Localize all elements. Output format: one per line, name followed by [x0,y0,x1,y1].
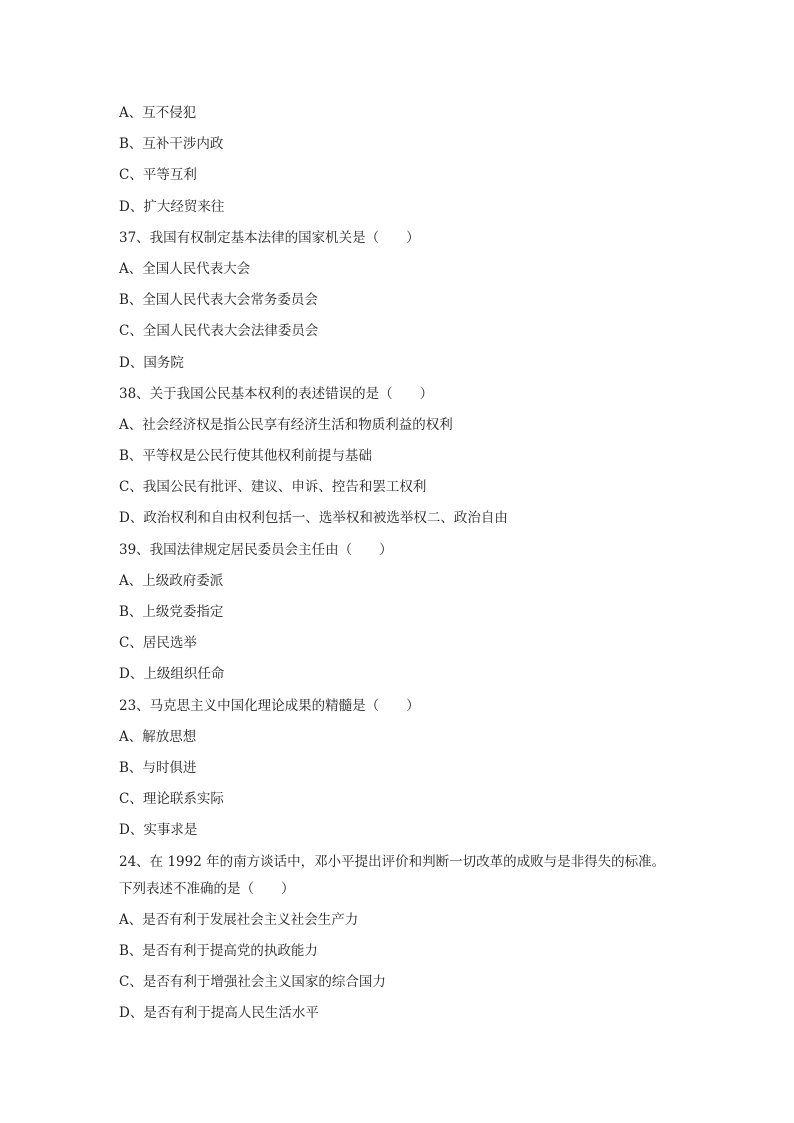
option-d: D、政治权利和自由权利包括一、选举权和被选举权二、政治自由 [119,510,508,527]
option-b: B、互补干涉内政 [119,136,224,153]
question-block [119,695,679,851]
option-c: C、平等互利 [119,167,197,184]
option-d: D、上级组织任命 [119,666,225,683]
question-stem: 37、我国有权制定基本法律的国家机关是（ ） [119,229,420,246]
question-block [119,383,679,539]
option-d: D、实事求是 [119,822,198,839]
option-a: A、全国人民代表大会 [119,260,251,277]
question-stem: 23、马克思主义中国化理论成果的精髓是（ ） [119,697,420,714]
question-block [119,102,679,227]
question-block [119,539,679,695]
option-a: A、互不侵犯 [119,105,197,121]
question-stem: 24、在 1992 年的南方谈话中，邓小平提出评价和判断一切改革的成败与是非得失的标准。 [119,853,666,870]
question-stem: 39、我国法律规定居民委员会主任由（ ） [119,541,393,558]
option-b: B、平等权是公民行使其他权利前提与基础 [119,448,372,465]
option-c: C、全国人民代表大会法律委员会 [119,323,319,340]
question-stem: 38、关于我国公民基本权利的表述错误的是（ ） [119,385,434,402]
option-a: A、社会经济权是指公民享有经济生活和物质利益的权利 [119,416,453,433]
option-b: B、全国人民代表大会常务委员会 [119,292,318,309]
option-c: C、我国公民有批评、建议、申诉、控告和罢工权利 [119,479,427,496]
option-c: C、是否有利于增强社会主义国家的综合国力 [119,974,386,991]
option-b: B、是否有利于提高党的执政能力 [119,942,318,959]
option-d: D、扩大经贸来往 [119,198,225,215]
option-a: A、解放思想 [119,728,197,745]
option-b: B、上级党委指定 [119,604,224,620]
question-stem-continued: 下列表述不准确的是（ ） [119,880,295,897]
question-list [119,102,679,1033]
option-c: C、理论联系实际 [119,791,224,808]
option-a: A、上级政府委派 [119,572,224,589]
option-a: A、是否有利于发展社会主义社会生产力 [119,911,359,928]
option-c: C、居民选举 [119,635,197,652]
question-block [119,227,679,383]
option-b: B、与时俱进 [119,759,197,776]
option-d: D、国务院 [119,354,184,371]
option-d: D、是否有利于提高人民生活水平 [119,1005,319,1022]
question-block [119,851,679,1034]
